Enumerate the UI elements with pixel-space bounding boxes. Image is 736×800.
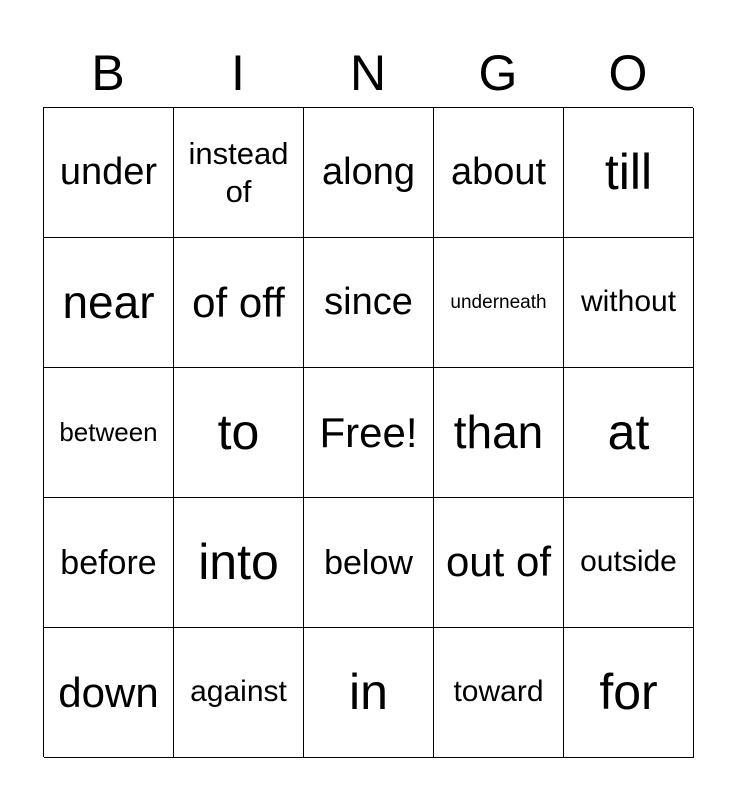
bingo-cell-r4-c4: out of bbox=[434, 498, 564, 628]
bingo-cell-r1-c5: till bbox=[564, 108, 694, 238]
bingo-cell-r5-c4: toward bbox=[434, 628, 564, 758]
bingo-cell-r2-c1: near bbox=[44, 238, 174, 368]
bingo-cell-r4-c3: below bbox=[304, 498, 434, 628]
header-letter-i: I bbox=[231, 45, 245, 101]
bingo-cell-r1-c1: under bbox=[44, 108, 174, 238]
bingo-cell-r1-c3: along bbox=[304, 108, 434, 238]
bingo-cell-r5-c2: against bbox=[174, 628, 304, 758]
bingo-cell-r5-c1: down bbox=[44, 628, 174, 758]
header-letter-o: O bbox=[608, 45, 648, 101]
bingo-header bbox=[43, 40, 693, 106]
bingo-cell-r2-c2: of off bbox=[174, 238, 304, 368]
bingo-cell-r2-c4: underneath bbox=[434, 238, 564, 368]
header-letter-n: N bbox=[349, 45, 387, 101]
bingo-cell-r3-c2: to bbox=[174, 368, 304, 498]
bingo-cell-r3-c5: at bbox=[564, 368, 694, 498]
bingo-cell-r4-c1: before bbox=[44, 498, 174, 628]
bingo-cell-r4-c5: outside bbox=[564, 498, 694, 628]
bingo-cell-r2-c5: without bbox=[564, 238, 694, 368]
bingo-cell-r5-c3: in bbox=[304, 628, 434, 758]
bingo-cell-r3-c4: than bbox=[434, 368, 564, 498]
header-letter-b: B bbox=[91, 45, 125, 101]
bingo-cell-r4-c2: into bbox=[174, 498, 304, 628]
header-letter-g: G bbox=[478, 45, 518, 101]
bingo-cell-r2-c3: since bbox=[304, 238, 434, 368]
bingo-cell-r5-c5: for bbox=[564, 628, 694, 758]
bingo-card-grid bbox=[43, 107, 693, 757]
bingo-cell-r1-c4: about bbox=[434, 108, 564, 238]
bingo-cell-r1-c2: instead of bbox=[174, 108, 304, 238]
bingo-cell-r3-c3: Free! bbox=[304, 368, 434, 498]
bingo-cell-r3-c1: between bbox=[44, 368, 174, 498]
